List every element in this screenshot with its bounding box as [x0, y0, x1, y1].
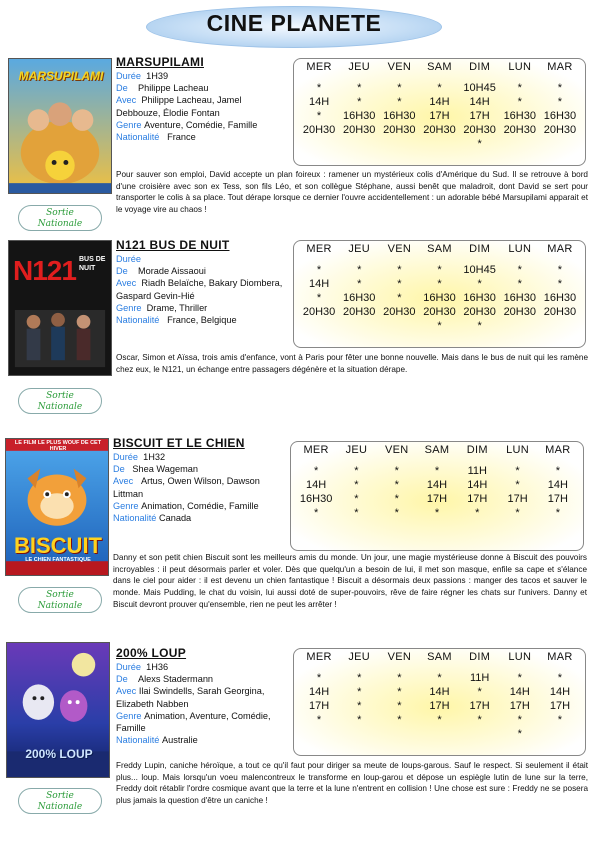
- movie-info: [116, 661, 286, 746]
- director-value: Alexs Stadermann: [137, 674, 214, 685]
- movie-block-200-loup: [0, 646, 595, 836]
- showtime: *: [316, 672, 322, 684]
- showtime: *: [357, 686, 362, 698]
- day-name: MER: [306, 61, 332, 73]
- schedule-day-mar: [540, 651, 580, 727]
- schedule-day-mar: [540, 243, 580, 319]
- cast-value: Ilai Swindells, Sarah Georgina, Elizabeth Nabben: [116, 686, 265, 709]
- poster-subtitle-n121: BUS DE NUIT: [79, 256, 106, 272]
- showtime: 20H30: [302, 306, 336, 318]
- schedule-day-lun: [500, 651, 540, 741]
- showtime: *: [316, 110, 322, 122]
- showtime: *: [357, 264, 362, 276]
- movie-description: Danny et son petit chien Biscuit sont les meilleurs amis du monde. Un jour, une magie mystérieuse donne à Biscuit des pouvoirs incroyables : il peut désormais parler et voler. Dès que quelqu'un a besoin de lui, il met son masque, enfile sa cape et s'élance dans le ciel pour aider : il est devenu un chien fantastique ! Biscuit a désormais deux passions : manger des tacos et sauver le monde. Mais Pudding, le chat du voisin, lui aussi doté de super-pouvoirs, rêve de faire régner les chats sur l'univers. Danny et Biscuit devront prouver qu'ensemble, rien ne peut les arrêter !: [113, 553, 587, 609]
- showtime: 14H: [509, 686, 530, 698]
- showtime: *: [517, 714, 522, 726]
- showtime: *: [437, 672, 442, 684]
- schedule-day-sam: [417, 444, 457, 520]
- movie-description: Pour sauver son emploi, David accepte un plan foireux : ramener un mystérieux colis d'Amérique du Sud. Il se retrouve à bord d'une croisière avec son ex Tess, son fils Léo, et son collègue Stéphane, aussi benêt que maladroit, dont David se sert pour transporter le colis à sa place. Tout dérape lorsque ce dernier l'ouvre accidentellement : un adorable bébé Marsupilami apparait et le voyage vire au chaos !: [116, 170, 588, 215]
- showtime: 14H: [308, 686, 330, 698]
- showtime: 17H: [507, 493, 528, 505]
- showtime: *: [517, 672, 522, 684]
- movie-title: MARSUPILAMI: [116, 55, 204, 69]
- showtime: *: [397, 82, 402, 94]
- showtime: 17H: [509, 700, 530, 712]
- showtime: *: [357, 82, 362, 94]
- showtime: *: [517, 96, 522, 108]
- showtime: *: [437, 264, 442, 276]
- showtime: *: [517, 728, 522, 740]
- showtime: *: [397, 292, 402, 304]
- showtime: *: [316, 82, 322, 94]
- schedule-day-dim: [460, 651, 500, 727]
- showtime: *: [517, 264, 522, 276]
- showtime: *: [394, 507, 399, 519]
- sortie-nationale-badge: Sortie Nationale: [18, 388, 102, 414]
- showtime: 16H30: [342, 292, 376, 304]
- showtime: 16H30: [299, 493, 333, 505]
- showtime: *: [316, 292, 322, 304]
- poster-title-n121: N121: [13, 255, 76, 286]
- poster-title-200-loup: 200% LOUP: [25, 747, 93, 761]
- sortie-nationale-badge: Sortie Nationale: [18, 205, 102, 231]
- showtime: 16H30: [503, 292, 536, 304]
- showtime: 14H: [467, 479, 488, 491]
- genre-value: Drame, Thriller: [146, 302, 208, 313]
- schedule-day-mar: [538, 444, 578, 520]
- showtime: *: [397, 672, 402, 684]
- genre-label: Genre: [116, 710, 142, 721]
- showtime: 20H30: [342, 306, 376, 318]
- showtime: 17H: [467, 493, 488, 505]
- de-label: De: [113, 464, 125, 475]
- showtime: 20H30: [463, 124, 496, 136]
- showtime: 20H30: [302, 124, 336, 136]
- movie-title: N121 BUS DE NUIT: [116, 238, 230, 252]
- showtime: 20H30: [423, 306, 456, 318]
- showtime: *: [434, 465, 440, 477]
- schedule-day-dim: [460, 243, 500, 333]
- movie-info: [116, 70, 286, 143]
- movie-block-biscuit: [0, 436, 595, 636]
- showtime: *: [557, 672, 563, 684]
- schedule-day-lun: [500, 61, 540, 137]
- nationality-value: France: [167, 132, 196, 143]
- showtime: *: [397, 700, 402, 712]
- showtime: *: [557, 82, 563, 94]
- showtime: *: [475, 507, 480, 519]
- schedule-day-mer: [299, 651, 339, 727]
- movie-description: Oscar, Simon et Aïssa, trois amis d'enfance, vont à Paris pour fêter une bonne nouvelle. Mais dans le bus de nuit qui les ramène chez eux, le N121, un échange entre passagers dégénère et la situation dérape.: [116, 353, 588, 374]
- nationality-value: Canada: [158, 513, 192, 524]
- day-name: SAM: [424, 444, 450, 456]
- page-title: CINE PLANETE: [206, 10, 382, 36]
- showtime: 16H30: [342, 110, 376, 122]
- de-label: De: [116, 83, 128, 94]
- showtime: *: [437, 714, 442, 726]
- movie-info: [116, 253, 286, 326]
- day-name: SAM: [427, 651, 452, 663]
- nationality-value: France, Belgique: [167, 315, 237, 326]
- showtime: 10H45: [463, 264, 496, 276]
- duree-value: 1H39: [146, 71, 169, 81]
- schedule-day-sam: [420, 61, 460, 137]
- showtime: 17H: [469, 110, 490, 122]
- showtime: *: [397, 96, 402, 108]
- genre-label: Genre: [116, 302, 142, 313]
- showtime: *: [557, 714, 563, 726]
- schedule-table: [293, 648, 586, 756]
- duree-label: Durée: [116, 254, 142, 264]
- day-name: DIM: [466, 444, 488, 456]
- showtime: *: [357, 278, 362, 290]
- showtime: 14H: [547, 479, 568, 491]
- showtime: *: [357, 96, 362, 108]
- duree-label: Durée: [116, 71, 142, 81]
- director-value: Philippe Lacheau: [137, 83, 209, 94]
- showtime: *: [555, 465, 560, 477]
- showtime: *: [477, 278, 482, 290]
- movie-block-marsupilami: [0, 55, 595, 235]
- showtime: *: [555, 507, 560, 519]
- showtime: 14H: [426, 479, 448, 491]
- showtime: *: [437, 278, 442, 290]
- nationalite-label: Nationalité: [113, 513, 157, 524]
- showtime: *: [314, 507, 319, 519]
- showtime: 17H: [426, 493, 448, 505]
- poster-image-marsupilami[interactable]: [8, 58, 112, 194]
- movie-block-n121: [0, 238, 595, 418]
- day-name: LUN: [506, 444, 530, 456]
- schedule-day-mar: [540, 61, 580, 137]
- director-value: Morade Aissaoui: [137, 266, 206, 277]
- schedule-day-mer: [299, 61, 339, 137]
- schedule-day-sam: [420, 243, 460, 333]
- schedule-day-jeu: [339, 243, 379, 319]
- nationalite-label: Nationalité: [116, 132, 160, 143]
- nationalite-label: Nationalité: [116, 315, 160, 326]
- showtime: 17H: [429, 110, 450, 122]
- showtime: 20H30: [503, 306, 536, 318]
- day-name: DIM: [469, 651, 491, 663]
- day-name: JEU: [348, 243, 371, 255]
- showtime: 16H30: [383, 110, 416, 122]
- showtime: *: [477, 320, 482, 332]
- showtime: *: [394, 479, 399, 491]
- poster-subtitle-biscuit: LE CHIEN FANTASTIQUE: [25, 557, 91, 563]
- showtime: *: [557, 278, 563, 290]
- showtime: *: [354, 507, 359, 519]
- showtime: *: [354, 479, 359, 491]
- schedule-day-ven: [379, 61, 419, 137]
- schedule-day-lun: [500, 243, 540, 319]
- showtime: 17H: [429, 700, 450, 712]
- showtime: *: [515, 465, 520, 477]
- day-name: LUN: [508, 651, 532, 663]
- duree-label: Durée: [113, 452, 139, 462]
- director-value: Shea Wageman: [132, 464, 198, 475]
- day-name: MAR: [547, 243, 573, 255]
- nationality-value: Australie: [161, 735, 198, 746]
- schedule-day-lun: [498, 444, 538, 520]
- schedule-day-dim: [457, 444, 497, 520]
- sortie-nationale-badge: Sortie Nationale: [18, 788, 102, 814]
- showtime: 20H30: [383, 306, 416, 318]
- day-name: VEN: [387, 61, 412, 73]
- showtime: 17H: [549, 700, 571, 712]
- day-name: VEN: [384, 444, 409, 456]
- showtime: *: [357, 714, 362, 726]
- showtime: 14H: [308, 278, 330, 290]
- showtime: 14H: [308, 96, 330, 108]
- de-label: De: [116, 266, 128, 277]
- nationalite-label: Nationalité: [116, 735, 160, 746]
- day-name: MER: [306, 651, 332, 663]
- avec-label: Avec: [113, 476, 134, 487]
- genre-value: Animation, Comédie, Famille: [141, 500, 259, 511]
- showtime: *: [357, 672, 362, 684]
- showtime: *: [316, 714, 322, 726]
- showtime: *: [357, 700, 362, 712]
- avec-label: Avec: [116, 95, 137, 106]
- showtime: *: [397, 264, 402, 276]
- poster-title-biscuit: BISCUIT: [14, 533, 102, 558]
- schedule-day-jeu: [339, 61, 379, 137]
- schedule-day-ven: [377, 444, 417, 520]
- schedule-day-dim: [460, 61, 500, 151]
- movie-title: 200% LOUP: [116, 646, 187, 660]
- genre-label: Genre: [113, 500, 139, 511]
- genre-value: Aventure, Comédie, Famille: [144, 119, 258, 130]
- showtime: *: [477, 138, 482, 150]
- day-name: VEN: [387, 651, 412, 663]
- poster-image-biscuit[interactable]: [5, 438, 109, 576]
- duree-value: 1H32: [143, 452, 166, 462]
- day-name: MAR: [547, 61, 573, 73]
- avec-label: Avec: [116, 278, 137, 289]
- showtime: *: [394, 493, 399, 505]
- showtime: 17H: [308, 700, 330, 712]
- showtime: 20H30: [543, 124, 577, 136]
- day-name: SAM: [427, 243, 452, 255]
- showtime: 14H: [469, 96, 490, 108]
- day-name: JEU: [348, 61, 371, 73]
- showtime: 20H30: [423, 124, 456, 136]
- showtime: *: [354, 465, 359, 477]
- showtime: *: [394, 465, 399, 477]
- day-name: JEU: [348, 651, 371, 663]
- showtime: *: [397, 686, 402, 698]
- showtime: *: [397, 278, 402, 290]
- schedule-table: [293, 240, 586, 348]
- poster-tagline-biscuit: LE FILM LE PLUS WOUF DE CET HIVER: [14, 440, 102, 452]
- day-name: DIM: [469, 61, 491, 73]
- day-name: LUN: [508, 61, 532, 73]
- showtime: 11H: [467, 465, 487, 477]
- schedule-day-sam: [420, 651, 460, 727]
- movie-description: Freddy Lupin, caniche héroïque, a tout ce qu'il faut pour diriger sa meute de loups-garous. Sauf le respect. Si seulement il était plus... loup. Mais lorsqu'un voeu malencontreux le transforme en loup-garou et dépose un espiègle lutin de lune sur la terre, Freddy doit rétablir l'ordre cosmique avant que la terre et la lune n'entrent en collision ! Une chose est sure : Freddy ne se posera plus jamais la question d'être un caniche !: [116, 761, 588, 806]
- showtime: 14H: [306, 479, 327, 491]
- schedule-day-ven: [379, 243, 419, 319]
- showtime: 20H30: [503, 124, 536, 136]
- showtime: 20H30: [342, 124, 376, 136]
- showtime: *: [354, 493, 359, 505]
- showtime: *: [515, 479, 520, 491]
- genre-value: Animation, Aventure, Comédie, Famille: [116, 710, 271, 734]
- showtime: *: [517, 82, 522, 94]
- showtime: *: [517, 278, 522, 290]
- day-name: LUN: [508, 243, 532, 255]
- showtime: 14H: [429, 686, 450, 698]
- showtime: 16H30: [463, 292, 496, 304]
- showtime: *: [437, 82, 442, 94]
- day-name: MER: [303, 444, 329, 456]
- day-name: MAR: [547, 651, 573, 663]
- poster-image-200-loup[interactable]: [6, 642, 110, 778]
- cast-value: Riadh Belaïche, Bakary Diombera, Gaspard Gevin-Hié: [116, 278, 283, 301]
- showtime: *: [314, 465, 319, 477]
- showtime: 17H: [547, 493, 568, 505]
- day-name: MER: [306, 243, 332, 255]
- showtime: *: [557, 96, 563, 108]
- duree-value: 1H36: [146, 662, 169, 672]
- schedule-day-jeu: [336, 444, 376, 520]
- avec-label: Avec: [116, 686, 137, 697]
- day-name: DIM: [469, 243, 491, 255]
- movie-title: BISCUIT ET LE CHIEN: [113, 436, 245, 450]
- showtime: 20H30: [383, 124, 416, 136]
- schedule-day-mer: [296, 444, 336, 520]
- de-label: De: [116, 674, 128, 685]
- showtime: 16H30: [543, 292, 577, 304]
- showtime: *: [316, 264, 322, 276]
- movie-info: [113, 451, 283, 524]
- showtime: *: [477, 714, 482, 726]
- day-name: JEU: [345, 444, 368, 456]
- showtime: *: [515, 507, 520, 519]
- showtime: 20H30: [463, 306, 496, 318]
- showtime: *: [397, 714, 402, 726]
- showtime: 11H: [469, 672, 490, 684]
- poster-title-marsupilami: MARSUPILAMI: [18, 69, 104, 83]
- day-name: VEN: [387, 243, 412, 255]
- sortie-nationale-badge: Sortie Nationale: [18, 587, 102, 613]
- poster-image-n121[interactable]: [8, 240, 112, 376]
- showtime: 10H45: [463, 82, 496, 94]
- showtime: *: [434, 507, 440, 519]
- showtime: *: [557, 264, 563, 276]
- schedule-day-ven: [379, 651, 419, 727]
- cast-value: Philippe Lacheau, Jamel Debbouze, Élodie Fontan: [116, 95, 242, 118]
- duree-label: Durée: [116, 662, 142, 672]
- day-name: MAR: [545, 444, 571, 456]
- schedule-table: [293, 58, 586, 166]
- showtime: 20H30: [543, 306, 577, 318]
- schedule-day-jeu: [339, 651, 379, 727]
- genre-label: Genre: [116, 119, 142, 130]
- day-name: SAM: [427, 61, 452, 73]
- showtime: 16H30: [503, 110, 536, 122]
- showtime: 14H: [429, 96, 450, 108]
- schedule-day-mer: [299, 243, 339, 319]
- showtime: *: [437, 320, 442, 332]
- schedule-table: [290, 441, 584, 551]
- cast-value: Artus, Owen Wilson, Dawson Littman: [113, 476, 260, 499]
- showtime: 17H: [469, 700, 490, 712]
- showtime: 14H: [549, 686, 571, 698]
- showtime: *: [477, 686, 482, 698]
- showtime: 16H30: [423, 292, 456, 304]
- showtime: 16H30: [543, 110, 577, 122]
